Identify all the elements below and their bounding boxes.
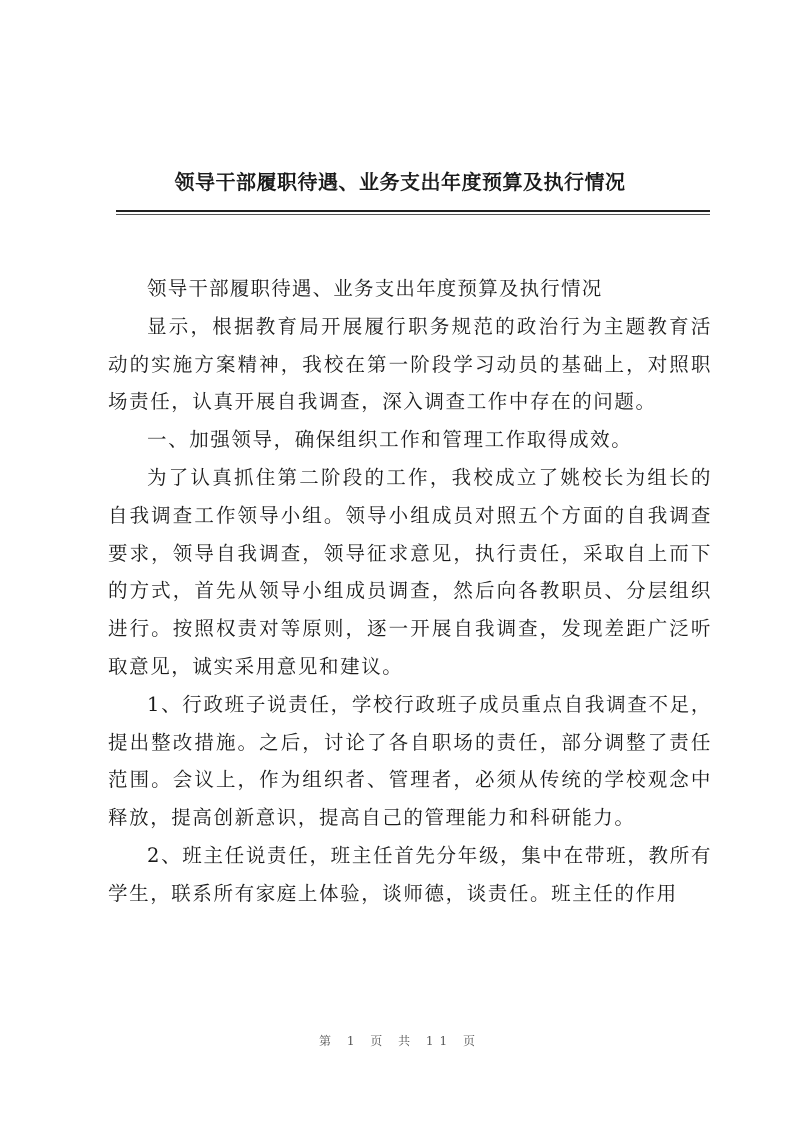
title-divider xyxy=(116,210,710,212)
paragraph-section-heading: 一、加强领导，确保组织工作和管理工作取得成效。 xyxy=(147,428,633,452)
paragraph: 2、班主任说责任，班主任首先分年级，集中在带班，教所有学生，联系所有家庭上体验，谈师德，谈责任。班主任的作用 xyxy=(108,843,712,905)
title-divider-thin xyxy=(116,214,710,215)
paragraph-subtitle: 领导干部履职待遇、业务支出年度预算及执行情况 xyxy=(147,277,603,300)
paragraph: 显示，根据教育局开展履行职务规范的政治行为主题教育活动的实施方案精神，我校在第一阶段学习动员的基础上，对照职场责任，认真开展自我调查，深入调查工作中存在的问题。 xyxy=(108,314,712,414)
paragraph: 1、行政班子说责任，学校行政班子成员重点自我调查不足，提出整改措施。之后，讨论了各自职场的责任，部分调整了责任范围。会议上，作为组织者、管理者，必须从传统的学校观念中释放，提高创新意识，提高自己的管理能力和科研能力。 xyxy=(108,692,712,830)
paragraph: 为了认真抓住第二阶段的工作，我校成立了姚校长为组长的自我调查工作领导小组。领导小组成员对照五个方面的自我调查要求，领导自我调查，领导征求意见，执行责任，采取自上而下的方式，首先从领导小组成员调查，然后向各教职员、分层组织进行。按照权责对等原则，逐一开展自我调查，发现差距广泛听取意见，诚实采用意见和建议。 xyxy=(108,465,712,678)
page-number-footer: 第 1 页 共 11 页 xyxy=(319,1034,481,1048)
document-title: 领导干部履职待遇、业务支出年度预算及执行情况 xyxy=(174,170,626,194)
document-body xyxy=(108,270,712,913)
